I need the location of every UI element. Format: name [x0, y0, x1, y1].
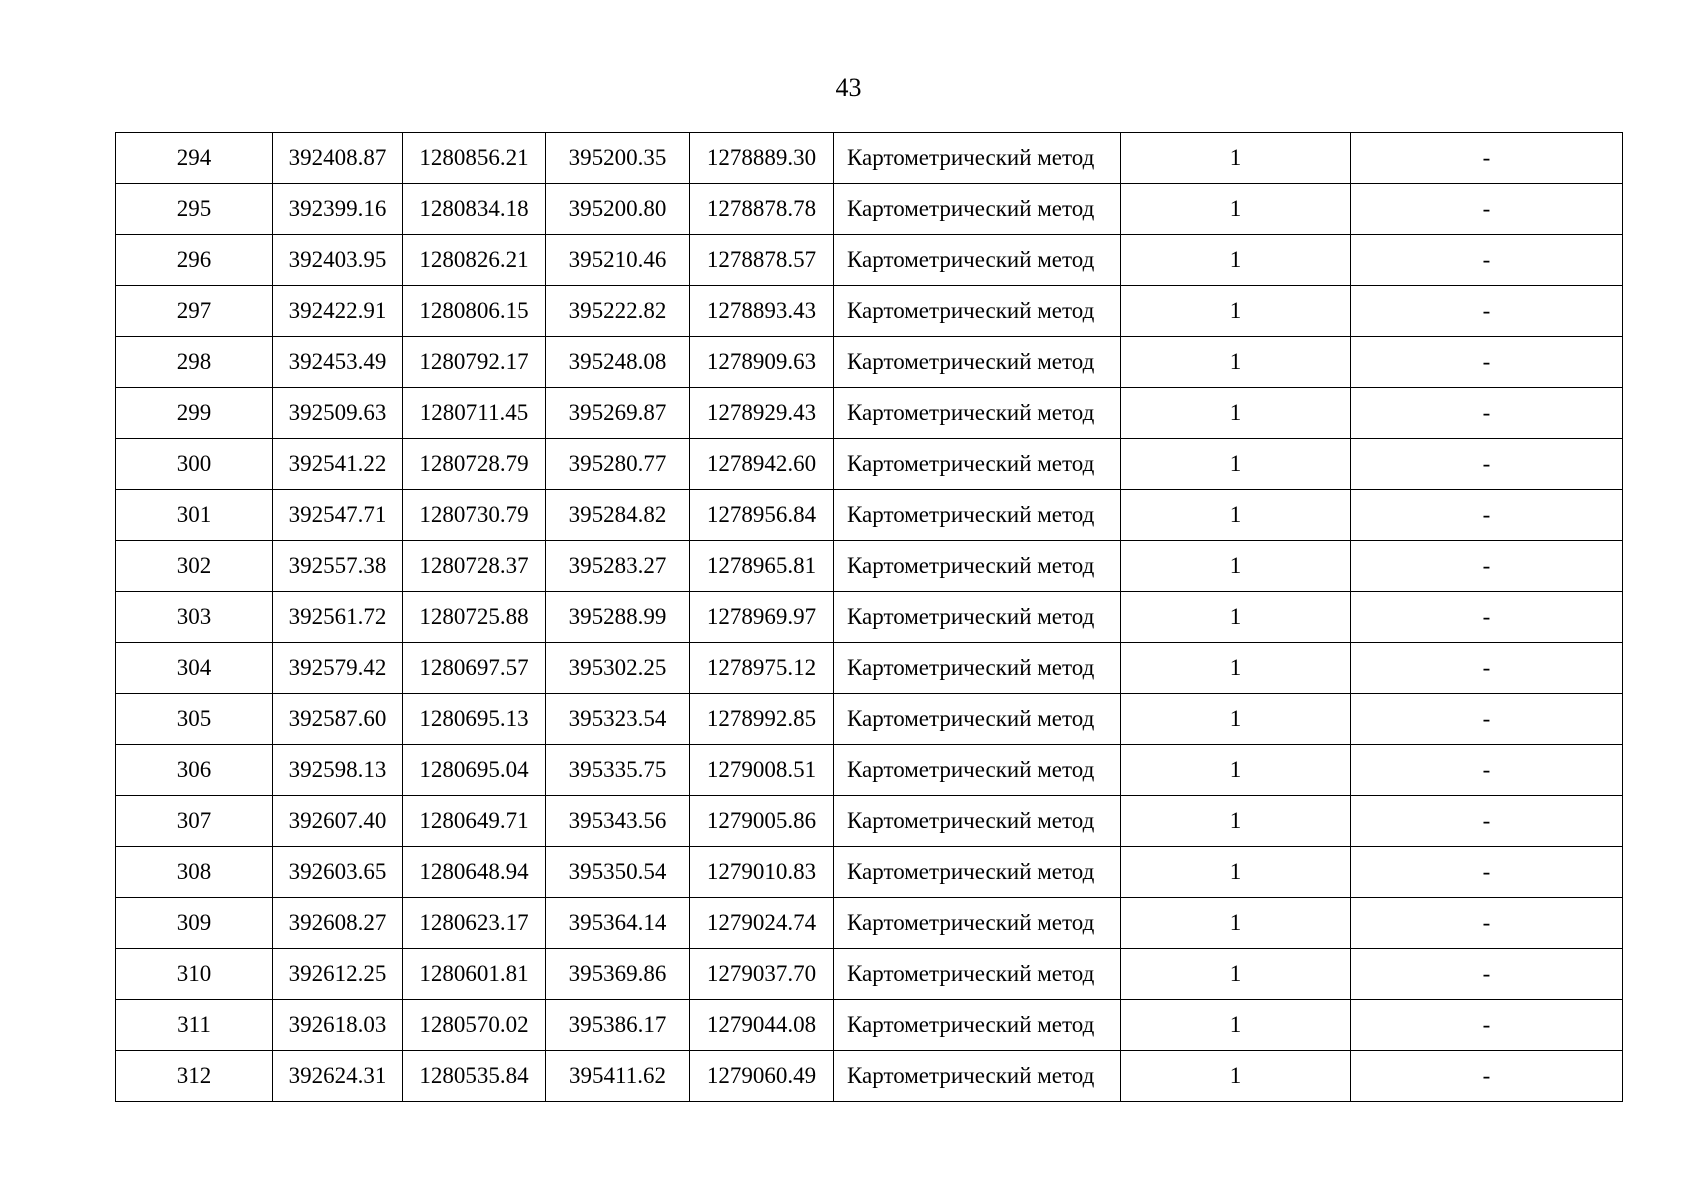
- point-number-cell: 296: [116, 235, 273, 286]
- y-existing-cell: 1280730.79: [403, 490, 546, 541]
- y-existing-cell: 1280834.18: [403, 184, 546, 235]
- y-new-cell: 1278975.12: [690, 643, 834, 694]
- x-new-cell: 395222.82: [546, 286, 690, 337]
- point-number-cell: 308: [116, 847, 273, 898]
- x-new-cell: 395411.62: [546, 1051, 690, 1102]
- accuracy-cell: 1: [1121, 643, 1351, 694]
- method-cell: Картометрический метод: [834, 1000, 1121, 1051]
- accuracy-cell: 1: [1121, 898, 1351, 949]
- y-existing-cell: 1280695.04: [403, 745, 546, 796]
- point-number-cell: 294: [116, 133, 273, 184]
- accuracy-cell: 1: [1121, 286, 1351, 337]
- note-cell: -: [1351, 592, 1623, 643]
- x-existing-cell: 392607.40: [273, 796, 403, 847]
- accuracy-cell: 1: [1121, 1000, 1351, 1051]
- method-cell: Картометрический метод: [834, 898, 1121, 949]
- point-number-cell: 297: [116, 286, 273, 337]
- x-new-cell: 395248.08: [546, 337, 690, 388]
- table-row: [116, 643, 1623, 694]
- table-row: [116, 439, 1623, 490]
- x-existing-cell: 392557.38: [273, 541, 403, 592]
- accuracy-cell: 1: [1121, 388, 1351, 439]
- table-row: [116, 1000, 1623, 1051]
- table-body: [116, 133, 1623, 1102]
- y-new-cell: 1278929.43: [690, 388, 834, 439]
- x-new-cell: 395369.86: [546, 949, 690, 1000]
- point-number-cell: 303: [116, 592, 273, 643]
- accuracy-cell: 1: [1121, 592, 1351, 643]
- table-row: [116, 847, 1623, 898]
- y-existing-cell: 1280649.71: [403, 796, 546, 847]
- y-new-cell: 1279010.83: [690, 847, 834, 898]
- x-existing-cell: 392603.65: [273, 847, 403, 898]
- table-row: [116, 1051, 1623, 1102]
- method-cell: Картометрический метод: [834, 847, 1121, 898]
- note-cell: -: [1351, 541, 1623, 592]
- method-cell: Картометрический метод: [834, 133, 1121, 184]
- note-cell: -: [1351, 388, 1623, 439]
- y-new-cell: 1278909.63: [690, 337, 834, 388]
- x-new-cell: 395302.25: [546, 643, 690, 694]
- y-existing-cell: 1280648.94: [403, 847, 546, 898]
- note-cell: -: [1351, 286, 1623, 337]
- accuracy-cell: 1: [1121, 694, 1351, 745]
- x-new-cell: 395343.56: [546, 796, 690, 847]
- accuracy-cell: 1: [1121, 541, 1351, 592]
- y-existing-cell: 1280792.17: [403, 337, 546, 388]
- x-existing-cell: 392618.03: [273, 1000, 403, 1051]
- note-cell: -: [1351, 796, 1623, 847]
- x-existing-cell: 392509.63: [273, 388, 403, 439]
- point-number-cell: 307: [116, 796, 273, 847]
- y-existing-cell: 1280806.15: [403, 286, 546, 337]
- method-cell: Картометрический метод: [834, 490, 1121, 541]
- y-new-cell: 1279008.51: [690, 745, 834, 796]
- y-existing-cell: 1280725.88: [403, 592, 546, 643]
- y-new-cell: 1279024.74: [690, 898, 834, 949]
- point-number-cell: 295: [116, 184, 273, 235]
- note-cell: -: [1351, 847, 1623, 898]
- note-cell: -: [1351, 898, 1623, 949]
- y-existing-cell: 1280856.21: [403, 133, 546, 184]
- accuracy-cell: 1: [1121, 490, 1351, 541]
- accuracy-cell: 1: [1121, 184, 1351, 235]
- method-cell: Картометрический метод: [834, 337, 1121, 388]
- x-new-cell: 395288.99: [546, 592, 690, 643]
- y-new-cell: 1278878.78: [690, 184, 834, 235]
- x-existing-cell: 392541.22: [273, 439, 403, 490]
- point-number-cell: 309: [116, 898, 273, 949]
- accuracy-cell: 1: [1121, 796, 1351, 847]
- table-row: [116, 235, 1623, 286]
- x-existing-cell: 392453.49: [273, 337, 403, 388]
- accuracy-cell: 1: [1121, 745, 1351, 796]
- y-existing-cell: 1280570.02: [403, 1000, 546, 1051]
- x-new-cell: 395364.14: [546, 898, 690, 949]
- note-cell: -: [1351, 337, 1623, 388]
- point-number-cell: 301: [116, 490, 273, 541]
- method-cell: Картометрический метод: [834, 184, 1121, 235]
- y-existing-cell: 1280728.79: [403, 439, 546, 490]
- table-row: [116, 898, 1623, 949]
- point-number-cell: 312: [116, 1051, 273, 1102]
- table-row: [116, 541, 1623, 592]
- method-cell: Картометрический метод: [834, 439, 1121, 490]
- point-number-cell: 311: [116, 1000, 273, 1051]
- y-new-cell: 1278878.57: [690, 235, 834, 286]
- y-new-cell: 1279037.70: [690, 949, 834, 1000]
- table-row: [116, 337, 1623, 388]
- y-existing-cell: 1280623.17: [403, 898, 546, 949]
- accuracy-cell: 1: [1121, 439, 1351, 490]
- method-cell: Картометрический метод: [834, 1051, 1121, 1102]
- x-existing-cell: 392624.31: [273, 1051, 403, 1102]
- x-new-cell: 395200.35: [546, 133, 690, 184]
- y-existing-cell: 1280695.13: [403, 694, 546, 745]
- x-new-cell: 395284.82: [546, 490, 690, 541]
- y-new-cell: 1278893.43: [690, 286, 834, 337]
- y-existing-cell: 1280601.81: [403, 949, 546, 1000]
- y-new-cell: 1278942.60: [690, 439, 834, 490]
- method-cell: Картометрический метод: [834, 643, 1121, 694]
- table-row: [116, 694, 1623, 745]
- note-cell: -: [1351, 1051, 1623, 1102]
- note-cell: -: [1351, 133, 1623, 184]
- method-cell: Картометрический метод: [834, 949, 1121, 1000]
- y-new-cell: 1279060.49: [690, 1051, 834, 1102]
- y-new-cell: 1278965.81: [690, 541, 834, 592]
- note-cell: -: [1351, 949, 1623, 1000]
- point-number-cell: 304: [116, 643, 273, 694]
- x-existing-cell: 392587.60: [273, 694, 403, 745]
- y-new-cell: 1278956.84: [690, 490, 834, 541]
- x-existing-cell: 392598.13: [273, 745, 403, 796]
- table-row: [116, 949, 1623, 1000]
- method-cell: Картометрический метод: [834, 286, 1121, 337]
- accuracy-cell: 1: [1121, 235, 1351, 286]
- method-cell: Картометрический метод: [834, 388, 1121, 439]
- table-row: [116, 286, 1623, 337]
- x-existing-cell: 392561.72: [273, 592, 403, 643]
- x-new-cell: 395200.80: [546, 184, 690, 235]
- method-cell: Картометрический метод: [834, 235, 1121, 286]
- y-existing-cell: 1280697.57: [403, 643, 546, 694]
- x-existing-cell: 392579.42: [273, 643, 403, 694]
- point-number-cell: 306: [116, 745, 273, 796]
- y-existing-cell: 1280711.45: [403, 388, 546, 439]
- x-new-cell: 395210.46: [546, 235, 690, 286]
- method-cell: Картометрический метод: [834, 745, 1121, 796]
- method-cell: Картометрический метод: [834, 592, 1121, 643]
- y-existing-cell: 1280728.37: [403, 541, 546, 592]
- table-row: [116, 796, 1623, 847]
- table-row: [116, 490, 1623, 541]
- table-row: [116, 388, 1623, 439]
- y-new-cell: 1278889.30: [690, 133, 834, 184]
- x-existing-cell: 392547.71: [273, 490, 403, 541]
- point-number-cell: 300: [116, 439, 273, 490]
- note-cell: -: [1351, 643, 1623, 694]
- x-new-cell: 395283.27: [546, 541, 690, 592]
- y-existing-cell: 1280826.21: [403, 235, 546, 286]
- page-number: 43: [835, 73, 862, 102]
- x-new-cell: 395335.75: [546, 745, 690, 796]
- point-number-cell: 305: [116, 694, 273, 745]
- coordinates-table: [115, 132, 1623, 1102]
- point-number-cell: 302: [116, 541, 273, 592]
- x-new-cell: 395386.17: [546, 1000, 690, 1051]
- method-cell: Картометрический метод: [834, 796, 1121, 847]
- y-new-cell: 1279005.86: [690, 796, 834, 847]
- note-cell: -: [1351, 184, 1623, 235]
- method-cell: Картометрический метод: [834, 541, 1121, 592]
- x-existing-cell: 392608.27: [273, 898, 403, 949]
- x-existing-cell: 392403.95: [273, 235, 403, 286]
- y-new-cell: 1278969.97: [690, 592, 834, 643]
- point-number-cell: 310: [116, 949, 273, 1000]
- note-cell: -: [1351, 235, 1623, 286]
- table-row: [116, 133, 1623, 184]
- table-row: [116, 592, 1623, 643]
- x-existing-cell: 392408.87: [273, 133, 403, 184]
- point-number-cell: 298: [116, 337, 273, 388]
- y-existing-cell: 1280535.84: [403, 1051, 546, 1102]
- note-cell: -: [1351, 694, 1623, 745]
- accuracy-cell: 1: [1121, 1051, 1351, 1102]
- note-cell: -: [1351, 1000, 1623, 1051]
- method-cell: Картометрический метод: [834, 694, 1121, 745]
- point-number-cell: 299: [116, 388, 273, 439]
- table-row: [116, 745, 1623, 796]
- note-cell: -: [1351, 745, 1623, 796]
- x-existing-cell: 392612.25: [273, 949, 403, 1000]
- x-existing-cell: 392422.91: [273, 286, 403, 337]
- accuracy-cell: 1: [1121, 133, 1351, 184]
- x-new-cell: 395280.77: [546, 439, 690, 490]
- accuracy-cell: 1: [1121, 337, 1351, 388]
- x-existing-cell: 392399.16: [273, 184, 403, 235]
- table-row: [116, 184, 1623, 235]
- note-cell: -: [1351, 490, 1623, 541]
- y-new-cell: 1279044.08: [690, 1000, 834, 1051]
- x-new-cell: 395350.54: [546, 847, 690, 898]
- accuracy-cell: 1: [1121, 847, 1351, 898]
- y-new-cell: 1278992.85: [690, 694, 834, 745]
- note-cell: -: [1351, 439, 1623, 490]
- x-new-cell: 395269.87: [546, 388, 690, 439]
- accuracy-cell: 1: [1121, 949, 1351, 1000]
- x-new-cell: 395323.54: [546, 694, 690, 745]
